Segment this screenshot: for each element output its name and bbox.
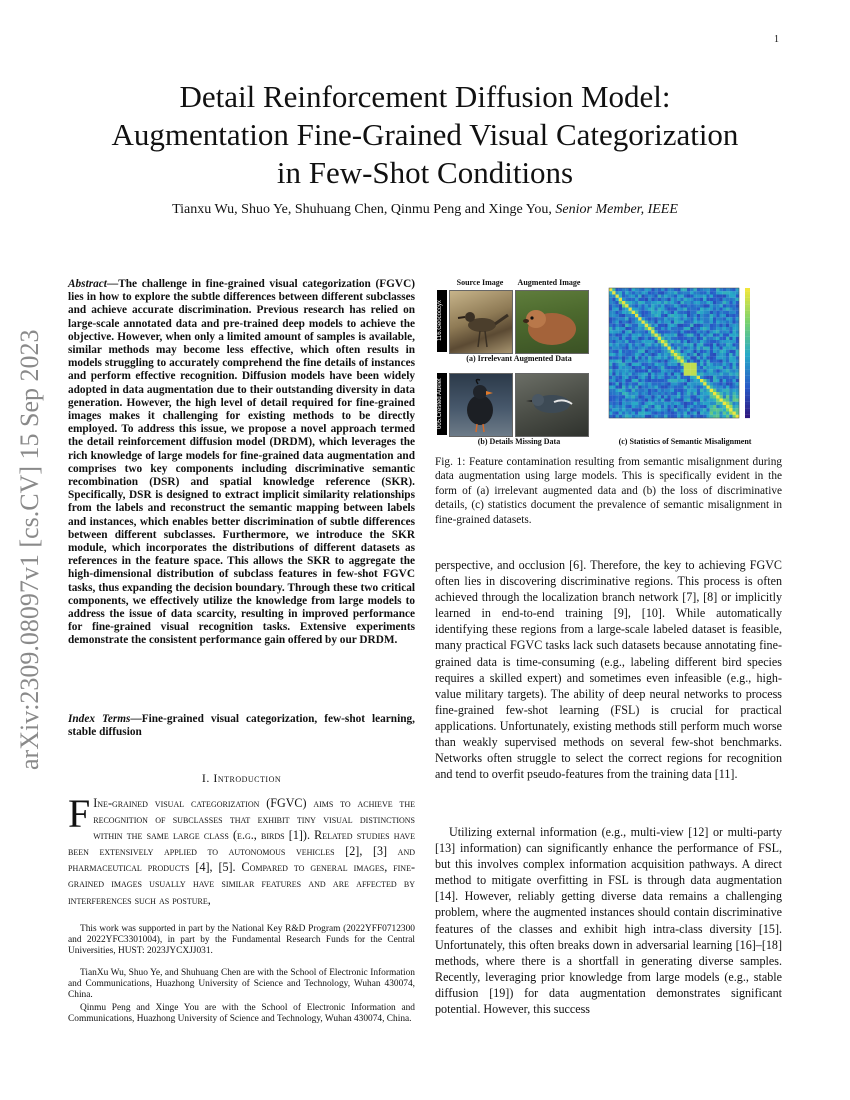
title-line-3: in Few-Shot Conditions <box>276 155 574 190</box>
footnote-funding: This work was supported in part by the National Key R&D Program (2022YFF0712300 and 2022YFC3301004), in part by the Fundamental Research Funds for the Central Universities, HUST: 2023JYCXJJ031. <box>68 924 415 957</box>
index-terms-text: —Fine-grained visual categorization, few-shot learning, stable diffusion <box>68 713 415 739</box>
heatmap-plot <box>595 282 755 430</box>
figure-caption: Fig. 1: Feature contamination resulting from semantic misalignment during data augmentation using large models. This is specifically evident in the form of (a) irrelevant augmented data and (b) the loss of discriminative details, (c) statistics document the prevalence of semantic misalignment in fine-grained datasets. <box>435 456 782 526</box>
footnote-affiliation-1: TianXu Wu, Shuo Ye, and Shuhuang Chen are with the School of Electronic Information and Communications, Huazhong University of Science and Technology, Wuhan 430074, China. <box>68 968 415 1001</box>
title-line-1: Detail Reinforcement Diffusion Model: <box>179 79 671 114</box>
semantic-misalignment-heatmap <box>595 282 755 430</box>
intro-text: Ine-grained visual categorization (FGVC) aims to achieve the recognition of subclasses that exhibit tiny visual distinctions within the same large class (e.g., birds [1]). Related studies have been extensively applied to autonomous vehicles [2], [3] and pharmaceutical products [4], [5]. Compared to general images, fine-grained images usually have similar features and are affected by interferences such as posture, <box>68 796 415 907</box>
figure-1 <box>435 270 780 450</box>
col-label-source: Source Image <box>456 278 504 287</box>
arxiv-identifier: arXiv:2309.08097v1 [cs.CV] 15 Sep 2023 <box>15 329 44 770</box>
body-paragraph-2: Utilizing external information (e.g., multi-view [12] or multi-party [13] information) can significantly enhance the performance of FSL, but this involves complex information acquisition pathways. A direct method to mitigate overfitting in FSL is through data augmentation [14]. However, reliably getting diverse data remains a challenging problem, where the augmented instances should contain discriminative features of the classes and exhibit high intra-class diversity [15]. Unfortunately, this often breaks down in adversarial learning [16]–[18] methods, where there is a shortfall in generating diverse samples. Recently, leveraging prior knowledge from large models (e.g., stable diffusion [19]) for data augmentation demonstrates significant potential. However, this success <box>435 825 782 1017</box>
col-label-augmented: Augmented Image <box>517 278 581 287</box>
footnote-affiliation-2: Qinmu Peng and Xinge You are with the School of Electronic Information and Communications, Huazhong University of Science and Technology, Wuhan 430074, China. <box>68 1003 415 1025</box>
subcaption-a: (a) Irrelevant Augmented Data <box>466 354 572 363</box>
intro-paragraph <box>68 791 415 908</box>
abstract-label: Abstract <box>68 278 107 290</box>
row-tag-geococcyx: 116.Geococcyx <box>437 290 447 352</box>
section-heading-introduction: I. Introduction <box>201 771 282 785</box>
source-image-roadrunner <box>449 290 513 354</box>
source-image-auklet <box>449 373 513 437</box>
body-paragraph-1: perspective, and occlusion [6]. Therefore, the key to achieving FGVC often lies in discovering discriminative regions. This process is often achieved through the localization branch network [7], [8] or implicitly learned in end-to-end training [9], [10]. While automatically identifying these regions from a large-scale labeled dataset is feasible, many practical FGVC tasks lack such datasets because annotating fine-grained data is time-consuming (e.g., labeling different bird species requires a skilled expert) and sometimes even infeasible (e.g., high-value military targets). The ability of deep neural networks to process fine-grained few-shot learning (FSL) is crucial for practical applications. Unfortunately, existing methods still perform much worse than weakly supervised methods on several few-shot benchmarks. Networks often struggle to select the correct regions for recognition and tend to overfit pseudo-features from the training data [11]. <box>435 558 782 782</box>
augmented-image-bird <box>515 373 589 437</box>
index-terms-label: Index Terms <box>68 713 131 725</box>
augmented-image-mammal <box>515 290 589 354</box>
page-number: 1 <box>774 34 779 45</box>
author-list <box>60 202 790 218</box>
author-names: Tianxu Wu, Shuo Ye, Shuhuang Chen, Qinmu Peng and Xinge You, <box>172 202 552 217</box>
row-tag-crested-auklet: 005.Crested Auklet <box>437 373 447 435</box>
abstract <box>68 278 415 648</box>
abstract-text: —The challenge in fine-grained visual categorization (FGVC) lies in how to explore the subtle differences between different subclasses and achieve accurate discrimination. Previous research has relied on large-scale annotated data and pre-trained deep models to achieve the objective. However, when only a limited amount of samples is available, similar methods may become less effective, which often results in models struggling to accurately comprehend the fine details of instances and perform effective recognition. Diffusion models have been widely adopted in data augmentation due to their outstanding diversity in data generation. However, the high level of detail required for fine-grained images makes it challenging for existing methods to be directly employed. To address this issue, we propose a novel approach termed the detail reinforcement diffusion model (DRDM), which leverages the rich knowledge of large models for fine-grained data augmentation and comprises two key components including discriminative semantic recombination (DSR) and spatial knowledge reference (SKR). Specifically, DSR is designed to extract implicit similarity relationships from the labels and reconstruct the semantic mapping between labels and instances, which enables better discrimination of subtle differences between different subclasses. Furthermore, we introduce the SKR module, which incorporates the distributions of different datasets as references in the feature space. This allows the SKR to aggregate the high-dimensional distribution of subclass features in few-shot FGVC tasks, thus expanding the decision boundary. Through these two critical components, we effectively utilize the knowledge from large models to address the issue of data scarcity, resulting in improved performance for fine-grained visual recognition tasks. Extensive experiments demonstrate the consistent performance gain offered by our DRDM. <box>68 278 415 647</box>
subcaption-c: (c) Statistics of Semantic Misalignment <box>618 437 752 446</box>
author-role: Senior Member, IEEE <box>555 202 678 217</box>
subcaption-b: (b) Details Missing Data <box>477 437 561 446</box>
drop-cap: F <box>68 791 91 836</box>
title-line-2: Augmentation Fine-Grained Visual Categorization <box>111 117 739 152</box>
index-terms <box>68 713 415 739</box>
paper-title <box>60 78 790 192</box>
